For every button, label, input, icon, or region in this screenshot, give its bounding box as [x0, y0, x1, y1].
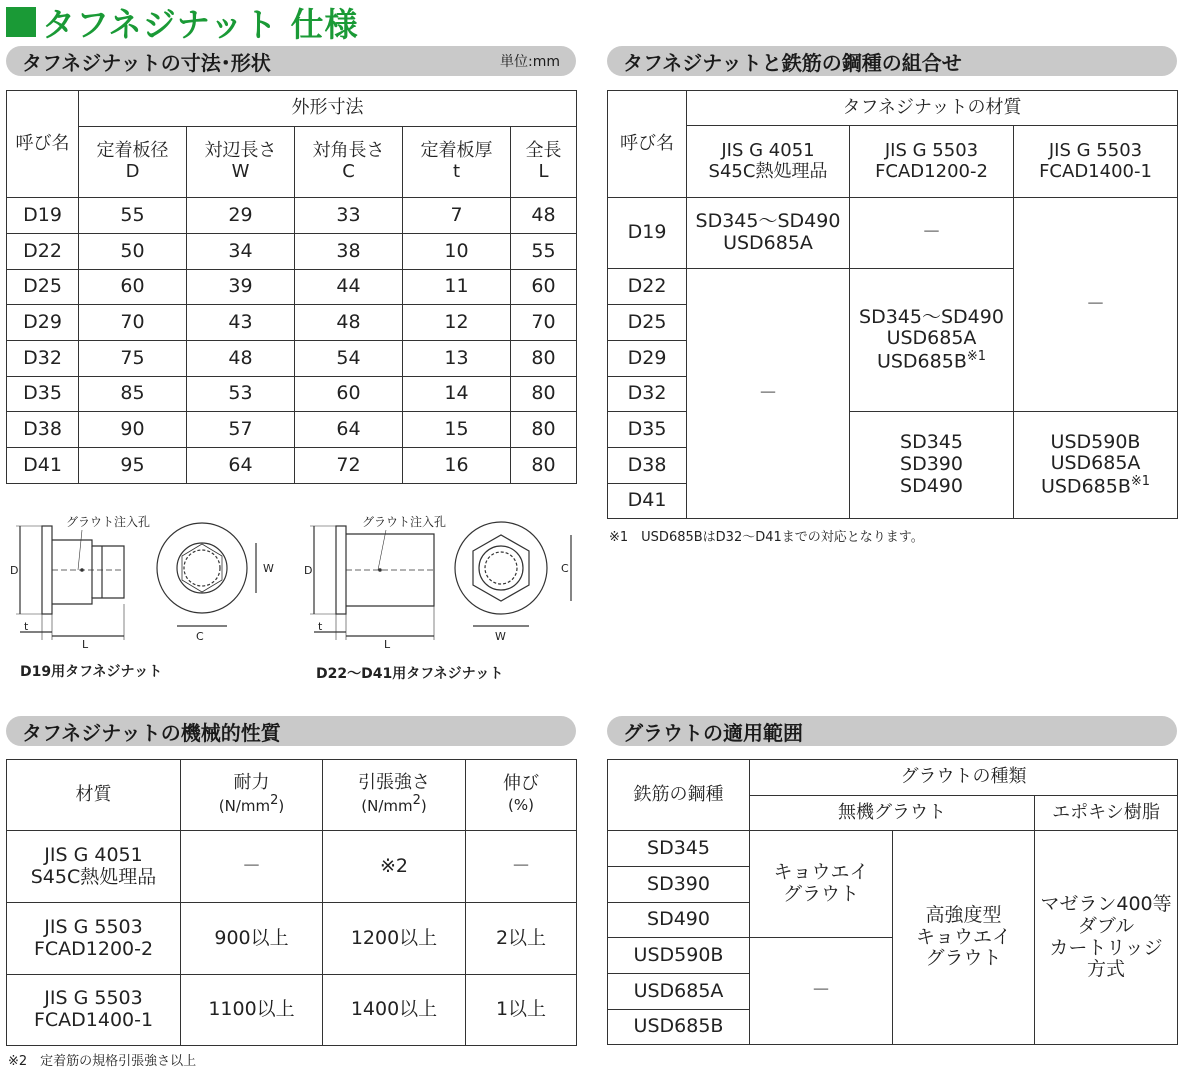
cell-value: 48	[295, 305, 403, 341]
cell-value: 57	[187, 412, 295, 448]
cell-epoxy: マゼラン400等 ダブル カートリッジ 方式	[1035, 831, 1178, 1045]
dim-d-label: D	[304, 564, 313, 577]
dimensions-table	[6, 90, 577, 484]
cell-name: D29	[7, 305, 79, 341]
header-epoxy: エポキシ樹脂	[1035, 796, 1178, 831]
combination-table	[607, 90, 1178, 519]
cell-name: D22	[608, 269, 687, 305]
combination-footnote: ※1 USD685BはD32～D41までの対応となります。	[609, 530, 924, 545]
diagram-caption-d19: D19用タフネジナット	[20, 664, 163, 680]
cell-value: 48	[187, 341, 295, 377]
cell-d19-fcad1200: －	[850, 198, 1014, 269]
cell-value: 80	[511, 412, 577, 448]
cell-value: 85	[79, 377, 187, 412]
title-square-icon	[6, 7, 36, 37]
dim-l-label: L	[82, 638, 89, 651]
table-row	[7, 448, 577, 484]
header-material: タフネジナットの材質	[687, 91, 1178, 126]
cell-steel: USD590B	[608, 938, 750, 974]
cell-value: 16	[403, 448, 511, 484]
table-row	[7, 412, 577, 448]
cell-value: 80	[511, 341, 577, 377]
header-inorganic: 無機グラウト	[750, 796, 1035, 831]
cell-value: 48	[511, 198, 577, 234]
cell-name: D19	[7, 198, 79, 234]
cell-tensile: ※2	[323, 831, 466, 903]
dim-w-label: W	[495, 630, 506, 643]
cell-value: 33	[295, 198, 403, 234]
cell-name: D29	[608, 341, 687, 377]
cell-value: 72	[295, 448, 403, 484]
cell-yield: 900以上	[181, 903, 323, 975]
section-header-mechanical: タフネジナットの機械的性質	[6, 716, 576, 746]
cell-value: 39	[187, 270, 295, 305]
cell-dash: －	[750, 938, 893, 1045]
cell-value: 95	[79, 448, 187, 484]
dim-t-label: t	[24, 620, 29, 633]
cell-d19-s45c: SD345～SD490 USD685A	[687, 198, 850, 269]
cell-tensile: 1400以上	[323, 975, 466, 1046]
cell-elongation: 1以上	[466, 975, 577, 1046]
section-header-grout: グラウトの適用範囲	[607, 716, 1177, 746]
cell-name: D19	[608, 198, 687, 269]
cell-value: 80	[511, 448, 577, 484]
grout-hole-label: グラウト注入孔	[362, 515, 447, 529]
header-material: 材質	[7, 760, 181, 831]
table-row	[7, 305, 577, 341]
header-col-t: 定着板厚 t	[403, 127, 511, 198]
cell-mid-fcad1200: SD345～SD490 USD685A USD685B$^{※1}$	[850, 269, 1014, 412]
cell-name: D25	[7, 270, 79, 305]
cell-steel: USD685B	[608, 1010, 750, 1045]
table-row	[7, 198, 577, 234]
grout-table	[607, 759, 1178, 1045]
cell-name: D32	[608, 377, 687, 412]
cell-value: 55	[511, 234, 577, 270]
cell-value: 34	[187, 234, 295, 270]
dim-t-label: t	[318, 620, 323, 633]
nut-diagrams	[6, 508, 576, 688]
header-grout-type: グラウトの種類	[750, 760, 1178, 796]
table-row	[7, 341, 577, 377]
header-col-d: 定着板径 D	[79, 127, 187, 198]
cell-steel: SD490	[608, 903, 750, 938]
cell-value: 64	[187, 448, 295, 484]
cell-value: 10	[403, 234, 511, 270]
cell-value: 55	[79, 198, 187, 234]
cell-elongation: －	[466, 831, 577, 903]
header-mat-fcad1400: JIS G 5503 FCAD1400-1	[1014, 126, 1178, 198]
cell-steel: USD685A	[608, 974, 750, 1010]
header-col-l: 全長 L	[511, 127, 577, 198]
grout-hole-label: グラウト注入孔	[66, 515, 151, 529]
cell-low-fcad1400: USD590B USD685A USD685B$^{※1}$	[1014, 412, 1178, 519]
header-mat-fcad1200: JIS G 5503 FCAD1200-2	[850, 126, 1014, 198]
mechanical-footnote: ※2 定着筋の規格引張強さ以上	[8, 1054, 197, 1069]
cell-value: 90	[79, 412, 187, 448]
header-mat-s45c: JIS G 4051 S45C熱処理品	[687, 126, 850, 198]
cell-value: 12	[403, 305, 511, 341]
cell-value: 13	[403, 341, 511, 377]
dim-l-label: L	[384, 638, 391, 651]
table-row	[7, 270, 577, 305]
cell-elongation: 2以上	[466, 903, 577, 975]
cell-value: 15	[403, 412, 511, 448]
header-col-c: 対角長さ C	[295, 127, 403, 198]
cell-name: D32	[7, 341, 79, 377]
diagram-caption-d22-d41: D22～D41用タフネジナット	[316, 666, 504, 682]
cell-kyoei: キョウエイ グラウト	[750, 831, 893, 938]
table-row	[7, 377, 577, 412]
cell-value: 64	[295, 412, 403, 448]
cell-high-strength: 高強度型 キョウエイ グラウト	[893, 831, 1035, 1045]
cell-name: D35	[608, 412, 687, 448]
cell-name: D38	[608, 448, 687, 484]
section-header-combination: タフネジナットと鉄筋の鋼種の組合せ	[607, 46, 1177, 76]
cell-value: 44	[295, 270, 403, 305]
cell-upper-fcad1400: －	[1014, 198, 1178, 412]
page-title: タフネジナット 仕様	[6, 2, 359, 42]
header-col-w: 対辺長さ W	[187, 127, 295, 198]
cell-value: 75	[79, 341, 187, 377]
cell-yield: －	[181, 831, 323, 903]
cell-value: 14	[403, 377, 511, 412]
cell-low-fcad1200: SD345 SD390 SD490	[850, 412, 1014, 519]
cell-value: 43	[187, 305, 295, 341]
cell-value: 29	[187, 198, 295, 234]
dim-w-label: W	[263, 562, 274, 575]
cell-name: D22	[7, 234, 79, 270]
cell-value: 54	[295, 341, 403, 377]
cell-steel: SD390	[608, 867, 750, 903]
header-name: 呼び名	[608, 91, 687, 198]
header-steel: 鉄筋の鋼種	[608, 760, 750, 831]
cell-yield: 1100以上	[181, 975, 323, 1046]
header-name: 呼び名	[7, 91, 79, 198]
header-elongation: 伸び (%)	[466, 760, 577, 831]
cell-value: 80	[511, 377, 577, 412]
cell-value: 70	[511, 305, 577, 341]
cell-name: D41	[608, 484, 687, 519]
header-yield: 耐力 (N/mm$^2$)	[181, 760, 323, 831]
cell-value: 60	[511, 270, 577, 305]
cell-tensile: 1200以上	[323, 903, 466, 975]
mechanical-table	[6, 759, 577, 1046]
header-outer-dims: 外形寸法	[79, 91, 577, 127]
cell-material: JIS G 4051 S45C熱処理品	[7, 831, 181, 903]
cell-value: 60	[295, 377, 403, 412]
cell-name: D38	[7, 412, 79, 448]
cell-value: 50	[79, 234, 187, 270]
cell-value: 38	[295, 234, 403, 270]
cell-value: 11	[403, 270, 511, 305]
table-row	[7, 234, 577, 270]
cell-value: 53	[187, 377, 295, 412]
cell-name: D41	[7, 448, 79, 484]
cell-name: D35	[7, 377, 79, 412]
cell-value: 60	[79, 270, 187, 305]
cell-name: D25	[608, 305, 687, 341]
dim-c-label: C	[196, 630, 204, 643]
cell-lower-s45c: －	[687, 269, 850, 519]
cell-value: 70	[79, 305, 187, 341]
section-header-dimensions: タフネジナットの寸法･形状 単位:mm	[6, 46, 576, 76]
header-tensile: 引張強さ (N/mm$^2$)	[323, 760, 466, 831]
cell-steel: SD345	[608, 831, 750, 867]
cell-material: JIS G 5503 FCAD1200-2	[7, 903, 181, 975]
unit-label: 単位:mm	[500, 54, 560, 70]
dim-d-label: D	[10, 564, 19, 577]
dim-c-label: C	[561, 562, 569, 575]
cell-value: 7	[403, 198, 511, 234]
cell-material: JIS G 5503 FCAD1400-1	[7, 975, 181, 1046]
